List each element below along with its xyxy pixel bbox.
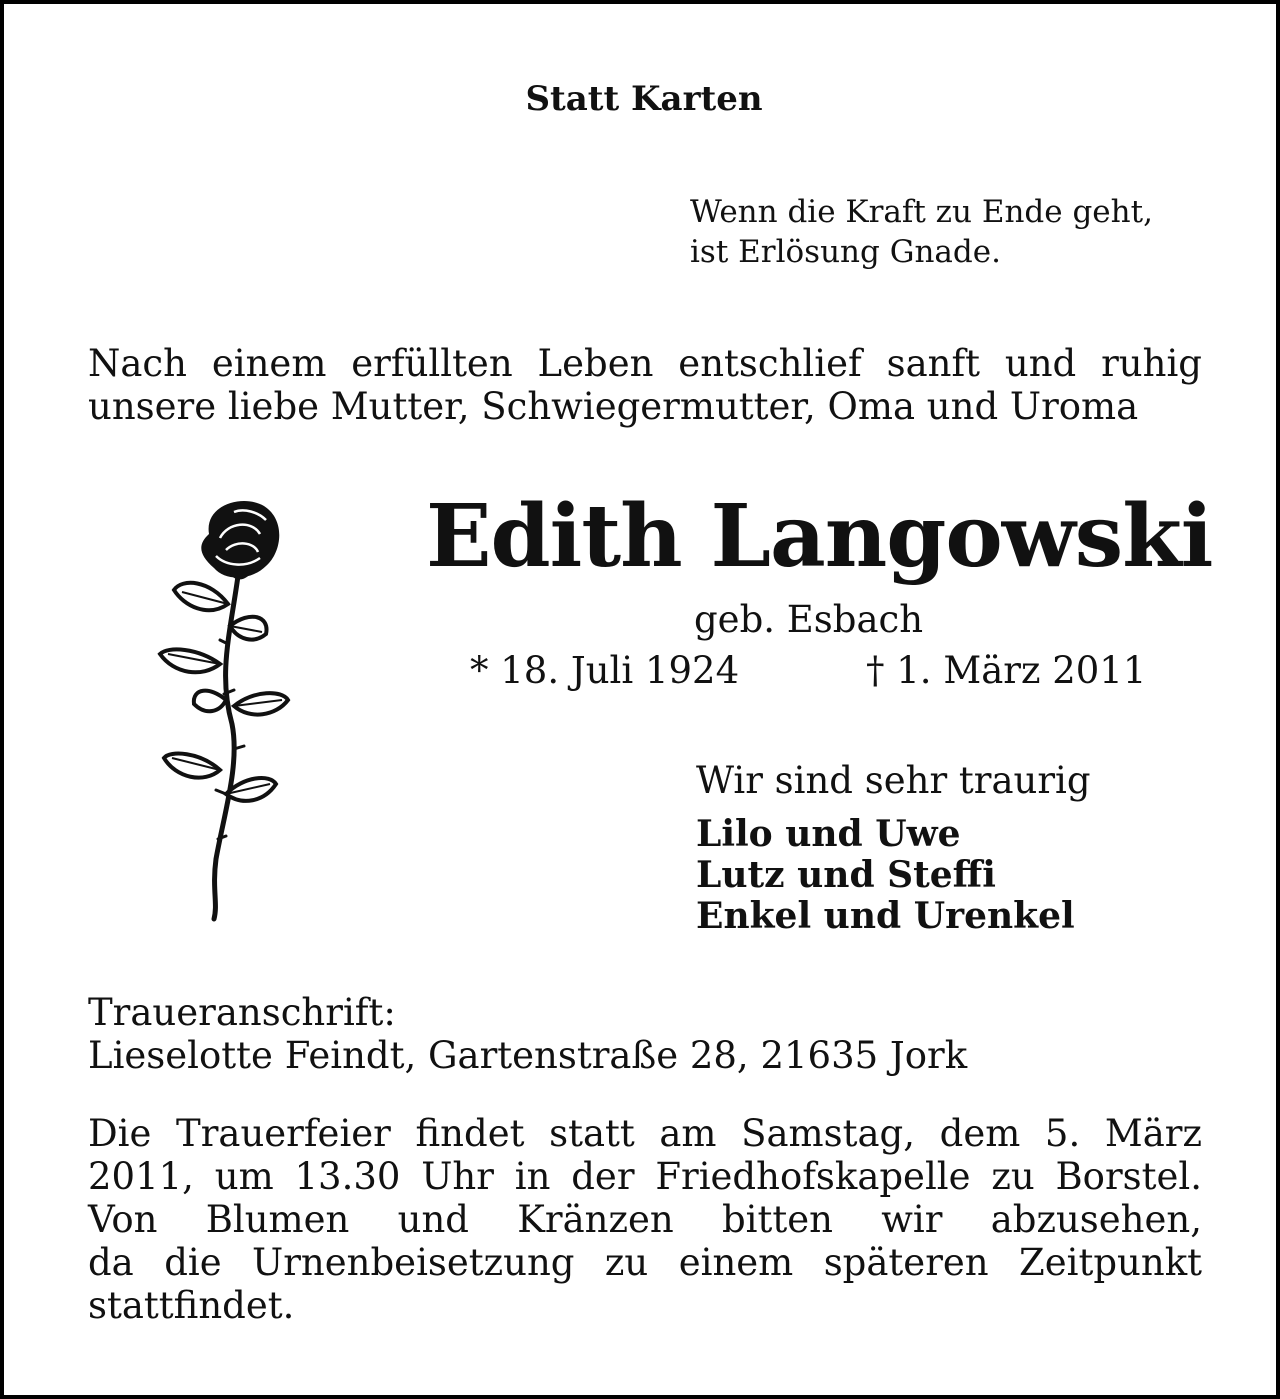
- ceremony-line-4: da die Urnenbeisetzung zu einem späteren Zeitpunkt: [88, 1241, 1202, 1284]
- ceremony-text: [88, 1112, 1202, 1327]
- rose-icon: [154, 494, 294, 929]
- statt-karten-heading: Statt Karten: [525, 79, 763, 119]
- intro-line-1: Nach einem erfüllten Leben entschlief sanft und ruhig: [88, 342, 1202, 385]
- birth-date: * 18. Juli 1924: [470, 649, 740, 692]
- ceremony-line-2: 2011, um 13.30 Uhr in der Friedhofskapelle zu Borstel.: [88, 1155, 1202, 1198]
- mourner-name-1: Lilo und Uwe: [696, 813, 961, 855]
- intro-line-2: unsere liebe Mutter, Schwiegermutter, Oma und Uroma: [88, 385, 1139, 428]
- quote-line-2: ist Erlösung Gnade.: [690, 234, 1001, 270]
- death-date: † 1. März 2011: [866, 649, 1147, 692]
- deceased-name: Edith Langowski: [426, 486, 1213, 587]
- mourner-name-2: Lutz und Steffi: [696, 854, 996, 896]
- quote-line-1: Wenn die Kraft zu Ende geht,: [690, 194, 1153, 230]
- ceremony-line-1: Die Trauerfeier findet statt am Samstag, dem 5. März: [88, 1112, 1202, 1155]
- born-name: geb. Esbach: [694, 598, 924, 641]
- intro-text: [88, 342, 1202, 428]
- mourners-heading: Wir sind sehr traurig: [696, 759, 1091, 802]
- ceremony-line-5: stattfindet.: [88, 1284, 295, 1327]
- address-label: Traueranschrift:: [88, 991, 396, 1034]
- address-value: Lieselotte Feindt, Gartenstraße 28, 21635 Jork: [88, 1034, 968, 1077]
- mourner-name-3: Enkel und Urenkel: [696, 895, 1075, 937]
- ceremony-line-3: Von Blumen und Kränzen bitten wir abzusehen,: [88, 1198, 1202, 1241]
